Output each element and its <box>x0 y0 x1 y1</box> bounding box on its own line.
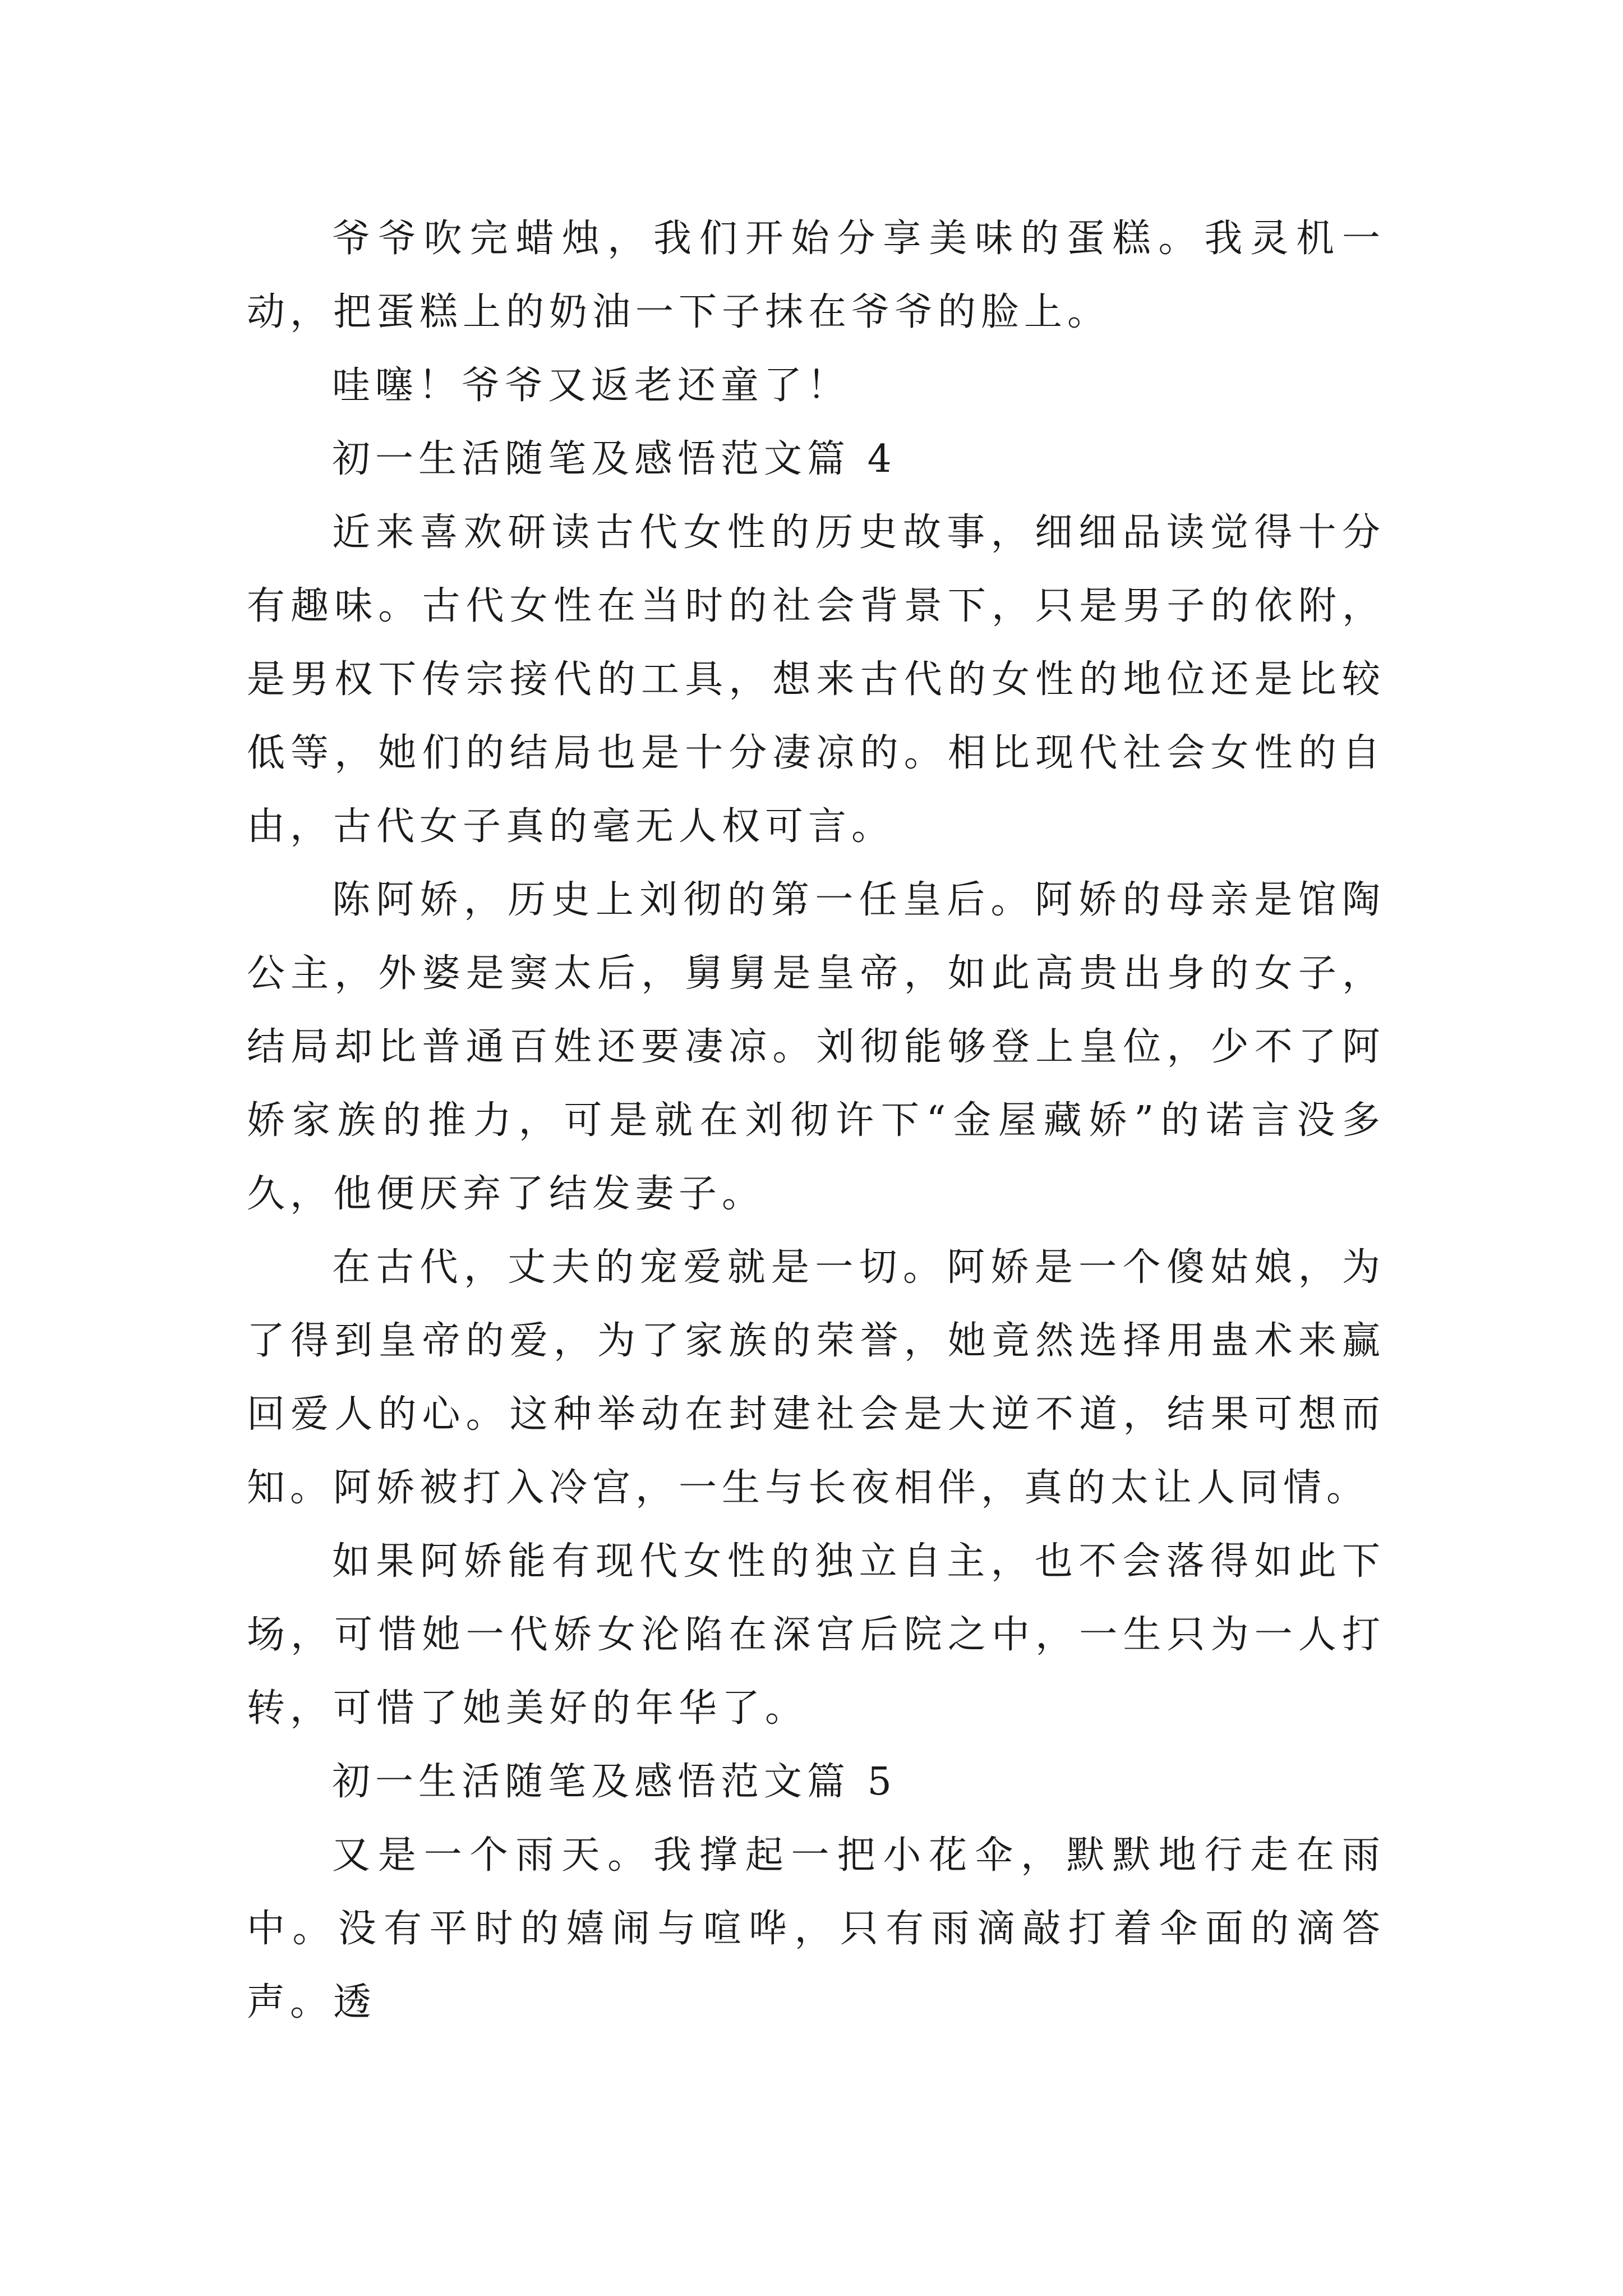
paragraph-exclamation: 哇噻！爷爷又返老还童了！ <box>332 364 851 408</box>
section-heading-5: 初一生活随笔及感悟范文篇 5 <box>332 1760 897 1804</box>
section-heading-4: 初一生活随笔及感悟范文篇 4 <box>332 437 897 481</box>
paragraph-if-ajiao: 如果阿娇能有现代女性的独立自主，也不会落得如此下场，可惜她一代娇女沦陷在深宫后院之中，一生只为一人打转，可惜了她美好的年华了。 <box>247 1539 1385 1731</box>
paragraph-chen-ajiao: 陈阿娇，历史上刘彻的第一任皇后。阿娇的母亲是馆陶公主，外婆是窦太后，舅舅是皇帝，如此高贵出身的女子，结局却比普通百姓还要凄凉。刘彻能够登上皇位，少不了阿娇家族的推力，可是就在刘彻许下“金屋藏娇”的诺言没多久，他便厌弃了结发妻子。 <box>247 878 1385 1216</box>
paragraph-birthday-cake: 爷爷吹完蜡烛，我们开始分享美味的蛋糕。我灵机一动，把蛋糕上的奶油一下子抹在爷爷的脸上。 <box>247 217 1385 334</box>
paragraph-ancient-women: 近来喜欢研读古代女性的历史故事，细细品读觉得十分有趣味。古代女性在当时的社会背景下，只是男子的依附，是男权下传宗接代的工具，想来古代的女性的地位还是比较低等，她们的结局也是十分凄凉的。相比现代社会女性的自由，古代女子真的毫无人权可言。 <box>247 510 1385 849</box>
paragraph-ancient-times: 在古代，丈夫的宠爱就是一切。阿娇是一个傻姑娘，为了得到皇帝的爱，为了家族的荣誉，她竟然选择用蛊术来赢回爱人的心。这种举动在封建社会是大逆不道，结果可想而知。阿娇被打入冷宫，一生与长夜相伴，真的太让人同情。 <box>247 1245 1385 1510</box>
document-body <box>247 202 1385 2039</box>
paragraph-rainy-day: 又是一个雨天。我撑起一把小花伞，默默地行走在雨中。没有平时的嬉闹与喧哗，只有雨滴敲打着伞面的滴答声。透 <box>247 1833 1385 2024</box>
